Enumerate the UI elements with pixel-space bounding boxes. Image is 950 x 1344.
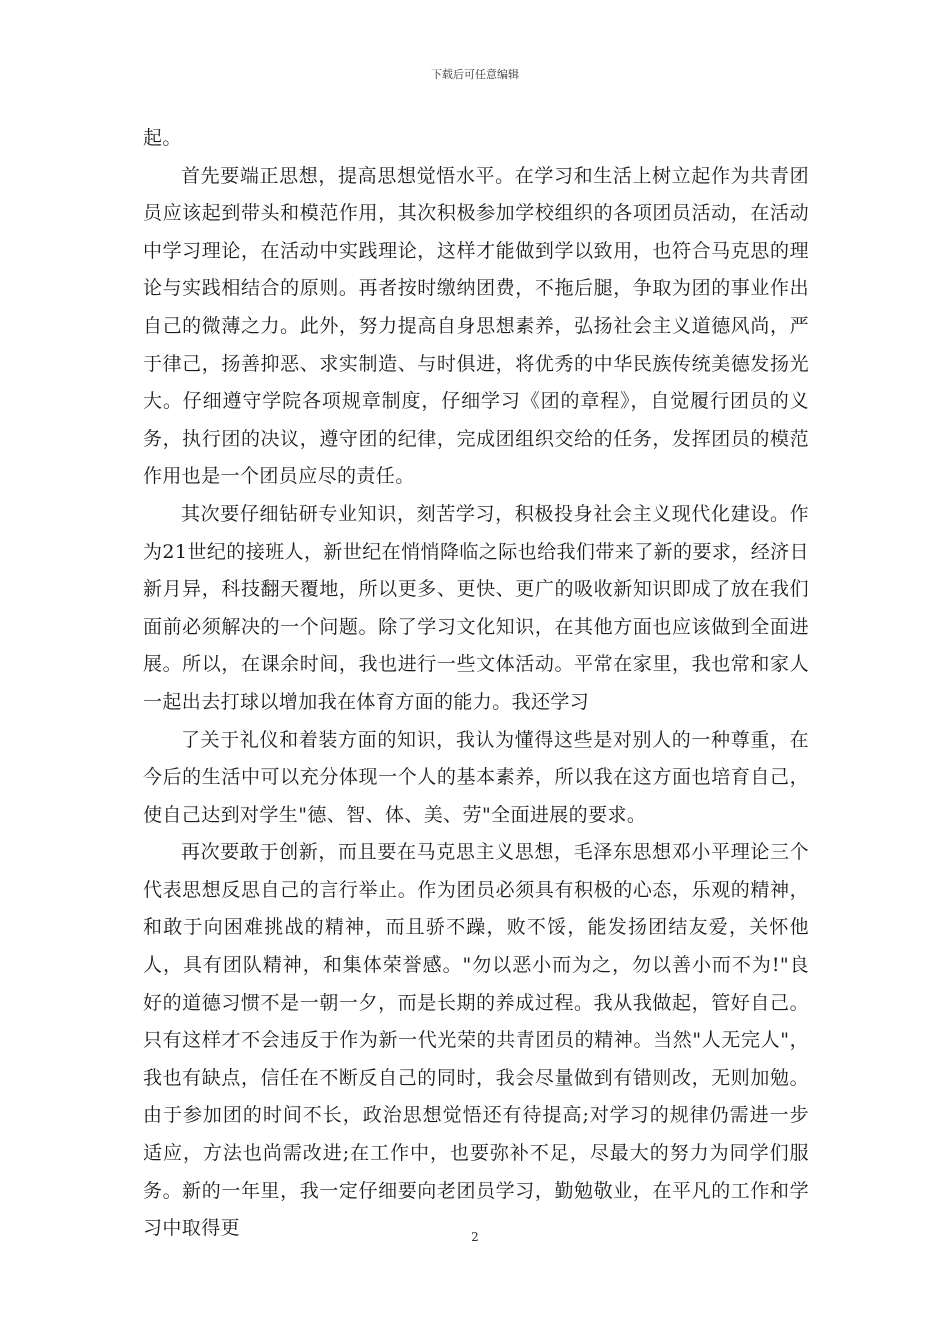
- document-body: [143, 120, 809, 1248]
- paragraph-continuation: 起。: [143, 127, 182, 149]
- page-number: 2: [471, 1230, 479, 1244]
- paragraph-etiquette: 了关于礼仪和着装方面的知识，我认为懂得这些是对别人的一种尊重，在今后的生活中可以充分体现一个人的基本素养，所以我在这方面也培育自己，使自己达到对学生"德、智、体、美、劳"全面进展的要求。: [143, 728, 809, 826]
- paragraph-thought: 首先要端正思想，提高思想觉悟水平。在学习和生活上树立起作为共青团员应该起到带头和模范作用，其次积极参加学校组织的各项团员活动，在活动中学习理论，在活动中实践理论，这样才能做到学以致用，也符合马克思的理论与实践相结合的原则。再者按时缴纳团费，不拖后腿，争取为团的事业作出自己的微薄之力。此外，努力提高自身思想素养，弘扬社会主义道德风尚，严于律己，扬善抑恶、求实制造、与时俱进，将优秀的中华民族传统美德发扬光大。仔细遵守学院各项规章制度，仔细学习《团的章程》，自觉履行团员的义务，执行团的决议，遵守团的纪律，完成团组织交给的任务，发挥团员的模范作用也是一个团员应尽的责任。: [143, 164, 809, 488]
- paragraph-study: 其次要仔细钻研专业知识，刻苦学习，积极投身社会主义现代化建设。作为21世纪的接班人，新世纪在悄悄降临之际也给我们带来了新的要求，经济日新月异，科技翻天覆地，所以更多、更快、更广的吸收新知识即成了放在我们面前必须解决的一个问题。除了学习文化知识，在其他方面也应该做到全面进展。所以，在课余时间，我也进行一些文体活动。平常在家里，我也常和家人一起出去打球以增加我在体育方面的能力。我还学习: [143, 502, 809, 713]
- paragraph-innovation: 再次要敢于创新，而且要在马克思主义思想，毛泽东思想邓小平理论三个代表思想反思自己的言行举止。作为团员必须具有积极的心态，乐观的精神，和敢于向困难挑战的精神，而且骄不躁，败不馁，能发扬团结友爱，关怀他人，具有团队精神，和集体荣誉感。"勿以恶小而为之，勿以善小而不为!"良好的道德习惯不是一朝一夕，而是长期的养成过程。我从我做起，管好自己。只有这样才不会违反于作为新一代光荣的共青团员的精神。当然"人无完人"，我也有缺点，信任在不断反自己的同时，我会尽量做到有错则改，无则加勉。由于参加团的时间不长，政治思想觉悟还有待提高;对学习的规律仍需进一步适应，方法也尚需改进;在工作中，也要弥补不足，尽最大的努力为同学们服务。新的一年里，我一定仔细要向老团员学习，勤勉敬业，在平凡的工作和学习中取得更: [143, 841, 809, 1240]
- page-header: 下载后可任意编辑: [431, 68, 519, 81]
